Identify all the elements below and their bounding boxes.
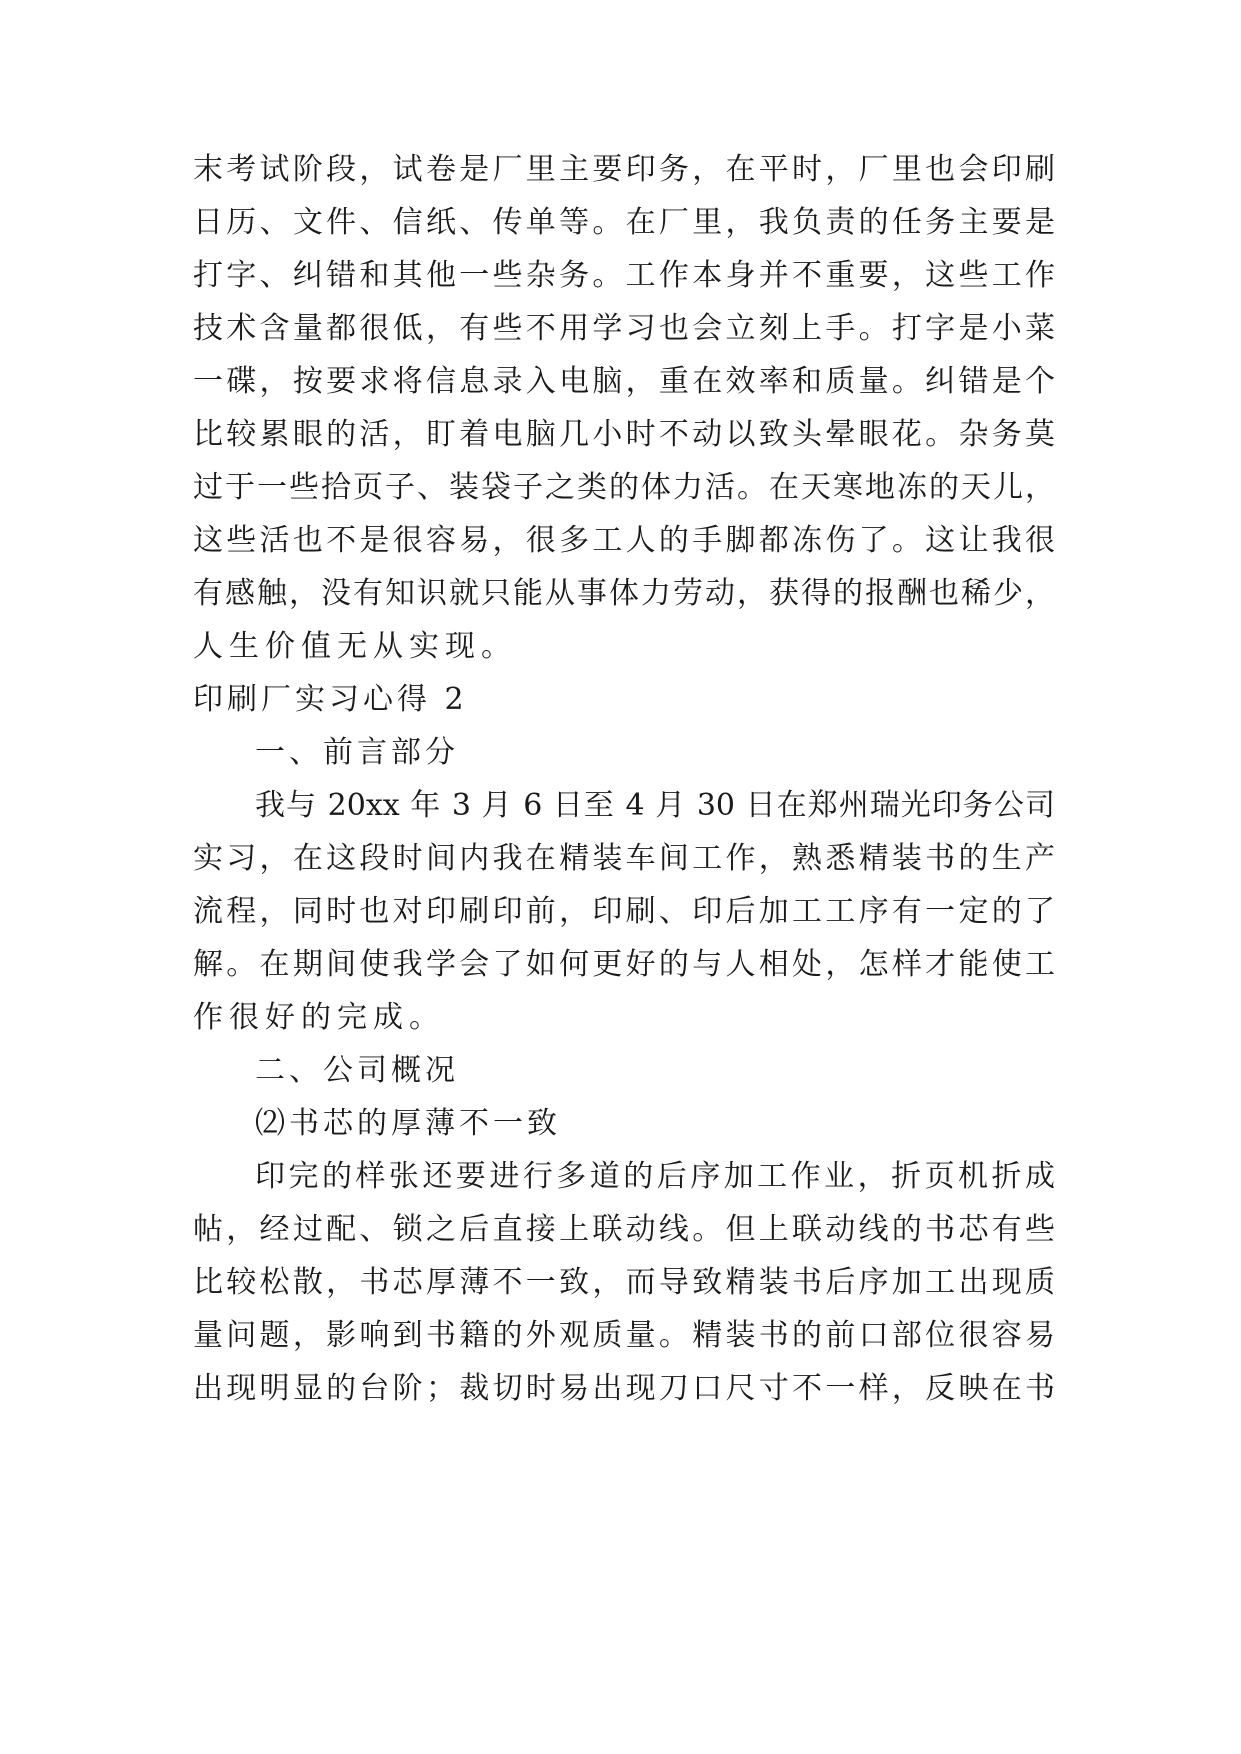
paragraph-line: 一碟，按要求将信息录入电脑，重在效率和质量。纠错是个: [193, 364, 1055, 399]
paragraph-line: 过于一些拾页子、装袋子之类的体力活。在天寒地冻的天儿，: [193, 470, 1055, 505]
paragraph-line: 技术含量都很低，有些不用学习也会立刻上手。打字是小菜: [193, 311, 1055, 346]
paragraph-line: 我与 20xx 年 3 月 6 日至 4 月 30 日在郑州瑞光印务公司: [255, 788, 1055, 823]
paragraph-line: 印完的样张还要进行多道的后序加工作业，折页机折成: [255, 1159, 1055, 1194]
paragraph-line: 流程，同时也对印刷印前，印刷、印后加工工序有一定的了: [193, 894, 1055, 929]
section-title: 印刷厂实习心得 2: [193, 682, 468, 717]
paragraph-line: 末考试阶段，试卷是厂里主要印务，在平时，厂里也会印刷: [193, 152, 1055, 187]
section-heading: 一、前言部分: [255, 735, 459, 770]
paragraph-line: 作很好的完成。: [193, 1000, 445, 1035]
paragraph-line: 比较松散，书芯厚薄不一致，而导致精装书后序加工出现质: [193, 1265, 1055, 1300]
paragraph-line: 帖，经过配、锁之后直接上联动线。但上联动线的书芯有些: [193, 1212, 1055, 1247]
subsection-heading: ⑵书芯的厚薄不一致: [255, 1106, 561, 1141]
paragraph-line: 打字、纠错和其他一些杂务。工作本身并不重要，这些工作: [193, 258, 1055, 293]
paragraph-line: 解。在期间使我学会了如何更好的与人相处，怎样才能使工: [193, 947, 1055, 982]
paragraph-line: 量问题，影响到书籍的外观质量。精装书的前口部位很容易: [193, 1318, 1055, 1353]
paragraph-line: 实习，在这段时间内我在精装车间工作，熟悉精装书的生产: [193, 841, 1055, 876]
section-heading: 二、公司概况: [255, 1053, 459, 1088]
paragraph-line: 人生价值无从实现。: [193, 629, 517, 664]
paragraph-line: 有感触，没有知识就只能从事体力劳动，获得的报酬也稀少，: [193, 576, 1055, 611]
paragraph-line: 这些活也不是很容易，很多工人的手脚都冻伤了。这让我很: [193, 523, 1055, 558]
paragraph-line: 日历、文件、信纸、传单等。在厂里，我负责的任务主要是: [193, 205, 1055, 240]
paragraph-line: 出现明显的台阶；裁切时易出现刀口尺寸不一样，反映在书: [193, 1371, 1055, 1406]
paragraph-line: 比较累眼的活，盯着电脑几小时不动以致头晕眼花。杂务莫: [193, 417, 1055, 452]
